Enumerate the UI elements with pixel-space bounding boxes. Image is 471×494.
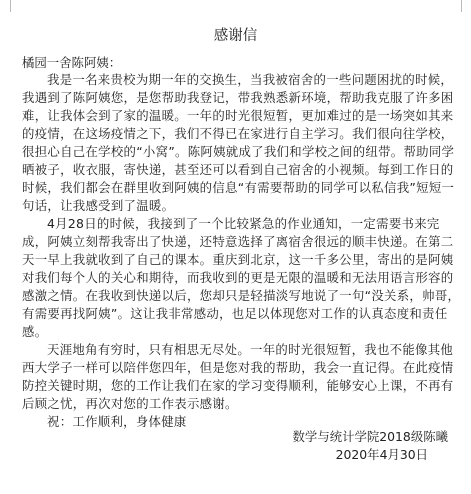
- letter-title: 感谢信: [213, 28, 258, 44]
- signature-name: 数学与统计学院2018级陈曦: [292, 429, 448, 444]
- paragraph-exchange-student: 我是一名来贵校为期一年的交换生，当我被宿舍的一些问题困扰的时候，我遇到了陈阿姨您，是您帮助我登记，带我熟悉新环境，帮助我克服了许多困难，让我体会到了家的温暖。一年的时光很短暂，更加难过的是一场突如其来的疫情，在这场疫情之下，我们不得已在家进行自主学习。我们很向往学校，很担心自己在学校的“小窝”。陈阿姨就成了我们和学校之间的纽带。帮助同学晒被子，收衣服，寄快递，甚至还可以看到自己宿舍的小视频。每到工作日的时候，我们都会在群里收到阿姨的信息“有需要帮助的同学可以私信我”短短一句话，让我感受到了温暖。: [22, 72, 455, 213]
- page-top-edge: [0, 0, 471, 12]
- letter-signature-block: [293, 428, 448, 464]
- signature-date: 2020年4月30日: [335, 447, 428, 462]
- paragraph-gratitude: 天涯地角有穷时，只有相思无尽处。一年的时光很短暂，我也不能像其他西大学子一样可以陪伴您四年，但是您对我的帮助，我会一直记得。在此疫情防控关键时期，您的工作让我们在家的学习变得顺利，能够安心上课，不再有后顾之忧，再次对您的工作表示感谢。: [22, 342, 454, 411]
- letter-salutation: 橘园一舍陈阿姨：: [22, 55, 122, 70]
- paragraph-closing-wish: 祝：工作顺利，身体健康: [47, 414, 187, 429]
- paragraph-delivery: 4月28日的时候，我接到了一个比较紧急的作业通知，一定需要书来完成，阿姨立刻帮我寄出了快递，还特意选择了离宿舍很远的顺丰快递。在第二天一早上我就收到了自己的课本。重庆到北京，这一千多公里，寄出的是阿姨对我们每个人的关心和期待，而我收到的更是无限的温暖和无法用语言形容的感激之情。在我收到快递以后，您却只是轻描淡写地说了一句“没关系，帅哥，有需要再找阿姨”。这让我非常感动，也足以体现您对工作的认真态度和责任感。: [22, 216, 461, 339]
- letter-body: [22, 71, 464, 431]
- right-margin-mark: [461, 0, 462, 12]
- left-margin-mark: [10, 0, 11, 12]
